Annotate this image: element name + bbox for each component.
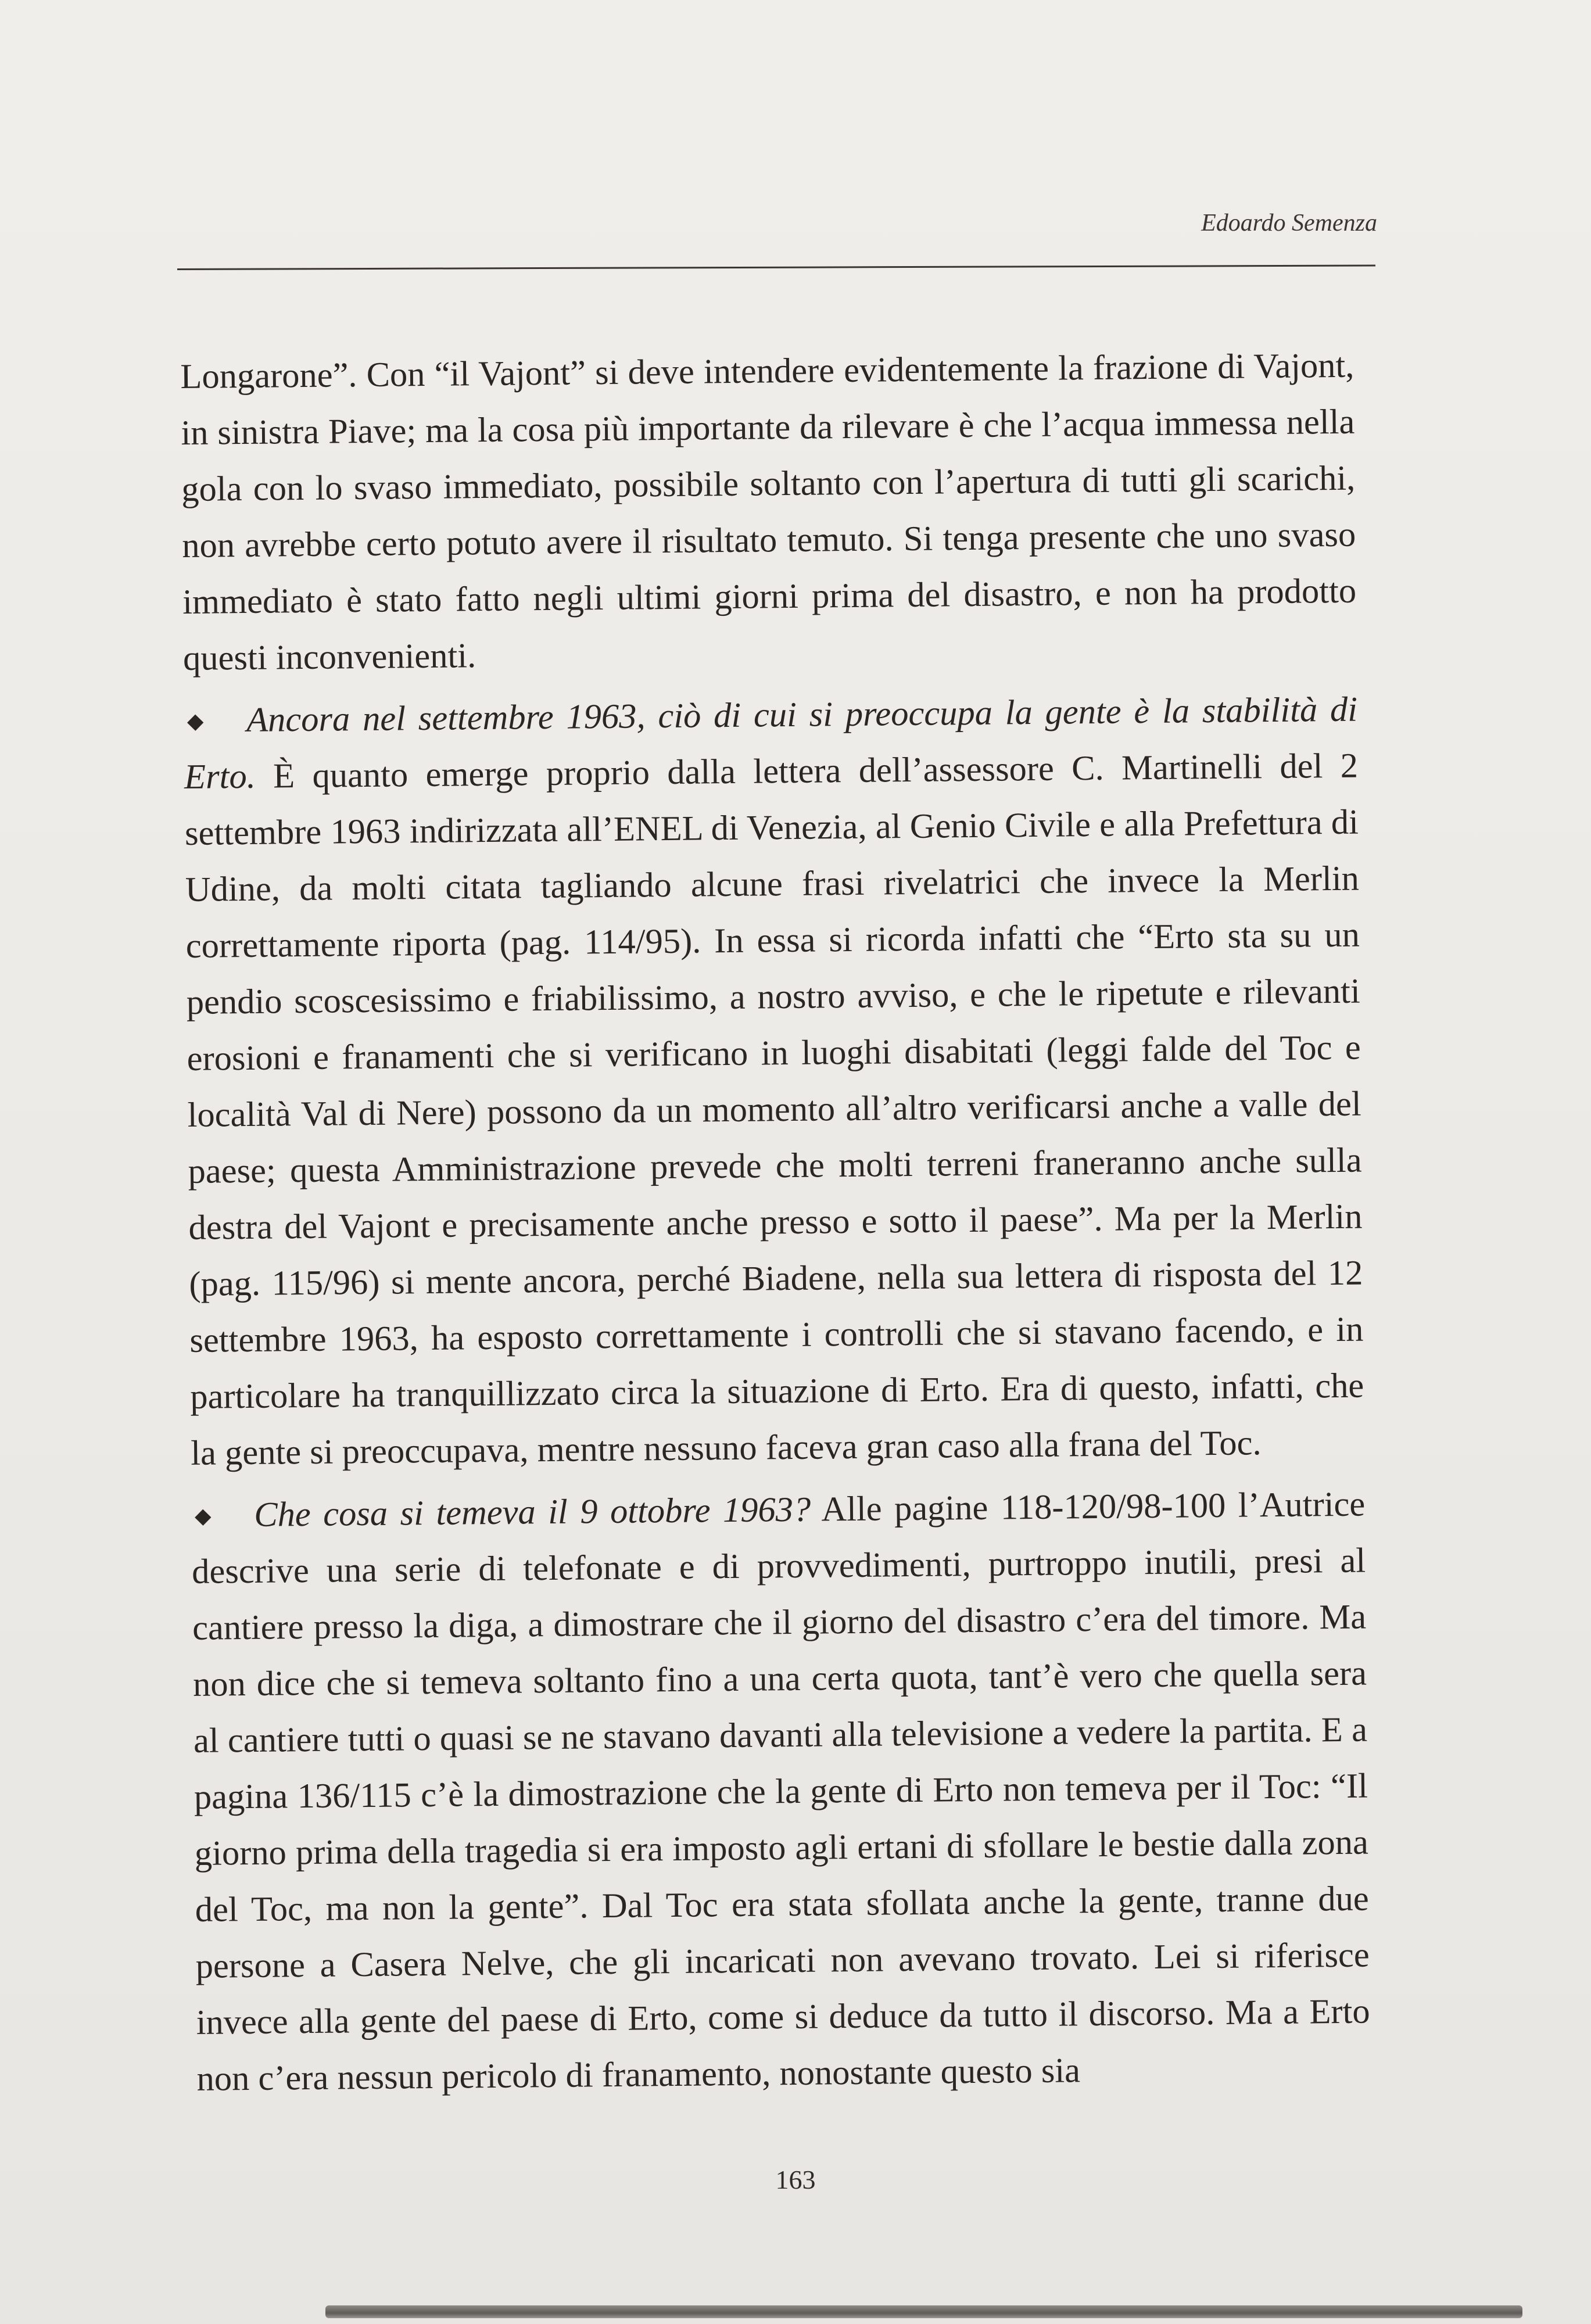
page-number: 163 <box>775 2165 816 2194</box>
paragraph-3 <box>191 1476 1371 2107</box>
body-text <box>180 338 1370 2099</box>
diamond-bullet-icon <box>187 715 203 731</box>
paragraph-1: Longarone”. Con “il Vajont” si deve intendere evidentemente la frazione di Vajont, in sinistra Piave; ma la cosa più importante da rilevare è che l’acqua immessa nella gola con lo svaso immediato, possibile soltanto con l’apertura di tutti gli scarichi, non avrebbe certo potuto avere il risultato temuto. Si tenga presente che uno svaso immediato è stato fatto negli ultimi giorni prima del disastro, e non ha prodotto questi inconvenienti. <box>180 346 1357 678</box>
paragraph-2-italic-lead: Ancora nel settembre 1963, ciò di cui si preoccupa la gente è la stabilità di Erto. <box>184 690 1358 797</box>
scan-edge-shadow <box>325 2305 1522 2318</box>
paragraph-2 <box>184 682 1365 1482</box>
diamond-bullet-icon <box>195 1509 211 1526</box>
header-rule <box>177 265 1375 270</box>
paragraph-3-body: Alle pagine 118-120/98-100 l’Autrice descrive una serie di telefonate e di provvedimenti, purtroppo inutili, presi al cantiere presso la diga, a dimostrare che il giorno del disastro c’era del timore. Ma non dice che si temeva soltanto fino a una certa quota, tant’è vero che quella sera al cantiere tutti o quasi se ne stavano davanti alla televisione a vedere la partita. E a pagina 136/115 c’è la dimostrazione che la gente di Erto non temeva per il Toc: “Il giorno prima della tragedia si era imposto agli ertani di sfollare le bestie dalla zona del Toc, ma non la gente”. Dal Toc era stata sfollata anche la gente, tranne due persone a Casera Nelve, che gli incaricati non avevano trovato. Lei si riferisce invece alla gente del paese di Erto, come si deduce da tutto il discorso. Ma a Erto non c’era nessun pericolo di franamento, nonostante questo sia <box>191 1484 1370 2099</box>
running-head-author: Edoardo Semenza <box>1201 210 1377 236</box>
paragraph-3-italic-lead: Che cosa si temeva il 9 ottobre 1963? <box>253 1490 811 1534</box>
paragraph-2-body: È quanto emerge proprio dalla lettera dell’assessore C. Martinelli del 2 settembre 1963 indirizzata all’ENEL di Venezia, al Genio Civile e alla Prefettura di Udine, da molti citata tagliando alcune frasi rivelatrici che invece la Merlin correttamente riporta (pag. 114/95). In essa si ricorda infatti che “Erto sta su un pendio scoscesissimo e friabilissimo, a nostro avviso, e che le ripetute e rilevanti erosioni e franamenti che si verificano in luoghi disabitati (leggi falde del Toc e località Val di Nere) possono da un momento all’altro verificarsi anche a valle del paese; questa Amministrazione prevede che molti terreni franeranno anche sulla destra del Vajont e precisamente anche presso e sotto il paese”. Ma per la Merlin (pag. 115/96) si mente ancora, perché Biadene, nella sua lettera di risposta del 12 settembre 1963, ha esposto correttamente i controlli che si stavano facendo, e in particolare ha tranquillizzato circa la situazione di Erto. Era di questo, infatti, che la gente si preoccupava, mentre nessuno faceva gran caso alla frana del Toc. <box>184 746 1364 1473</box>
